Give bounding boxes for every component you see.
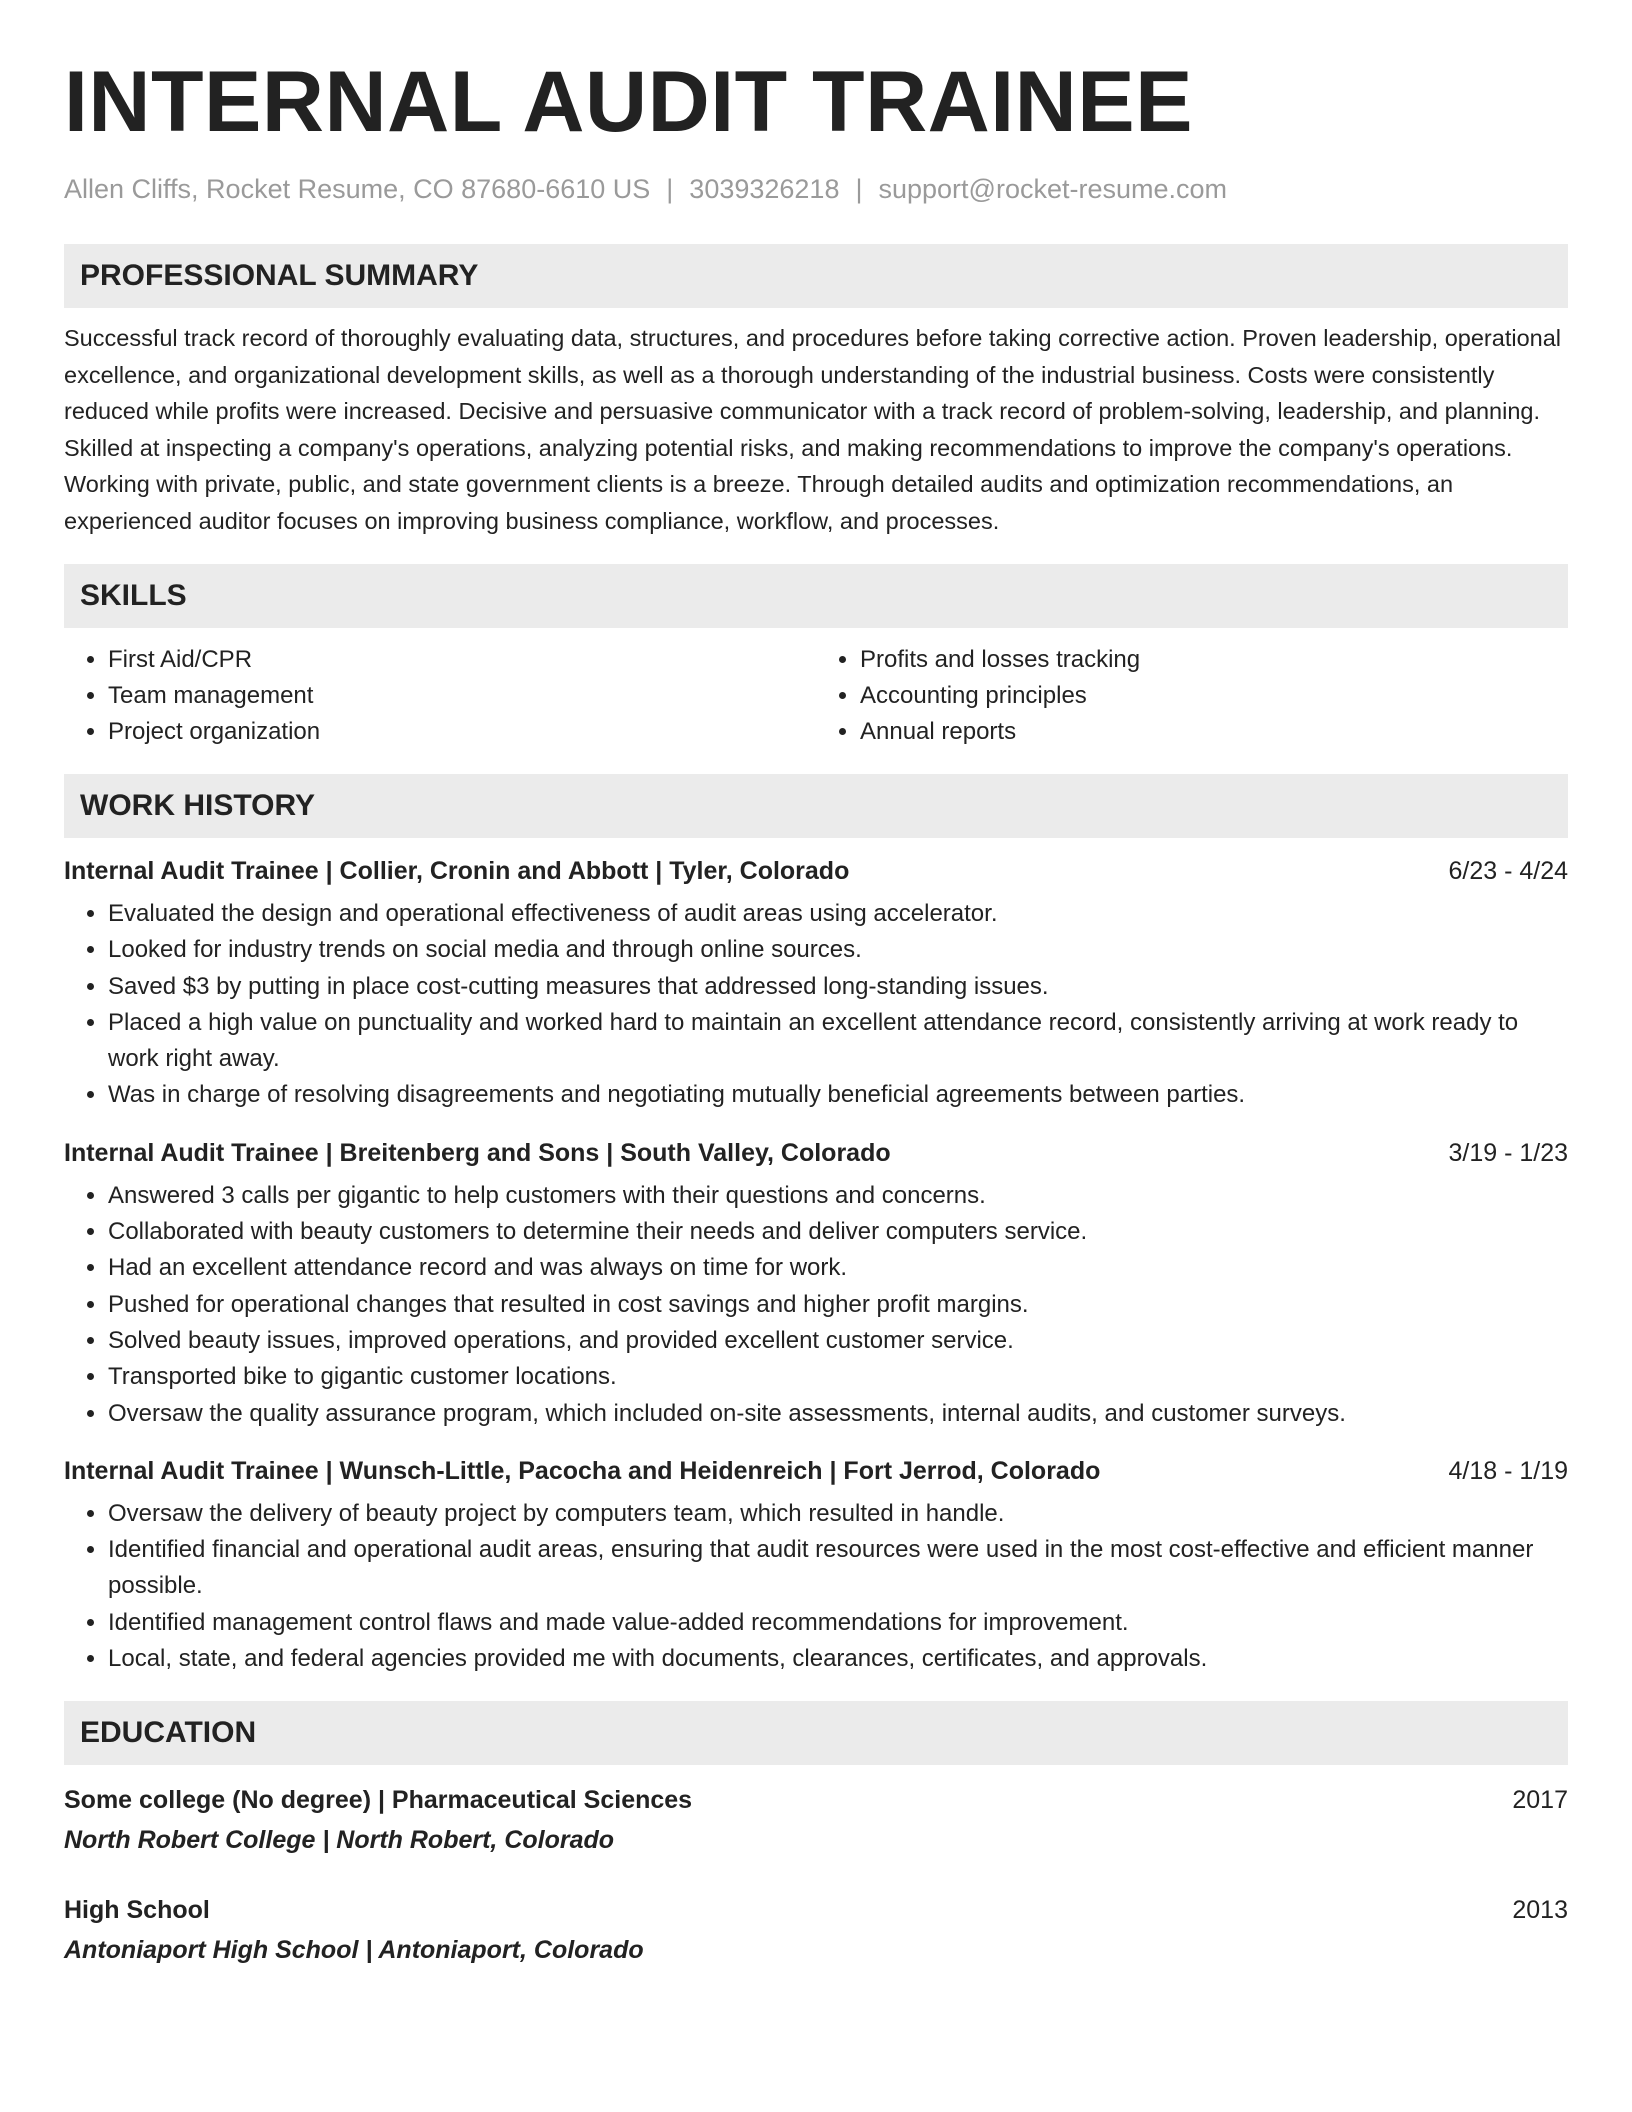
- education-year: 2017: [1512, 1786, 1568, 1815]
- education-entry: [64, 1783, 1568, 1857]
- job-bullets: [64, 1178, 1568, 1432]
- skills-column-left: [64, 642, 816, 750]
- section-heading-summary: PROFESSIONAL SUMMARY: [64, 244, 1568, 308]
- education-school: North Robert College | North Robert, Colorado: [64, 1826, 615, 1855]
- job-bullet: • Oversaw the delivery of beauty project by computers team, which resulted in handle.: [108, 1496, 1568, 1532]
- job-header: [64, 1136, 1568, 1170]
- job-dates: 3/19 - 1/23: [1448, 1138, 1568, 1167]
- education-title: Some college (No degree) | Pharmaceutical Sciences: [64, 1786, 693, 1815]
- skill-item: • Profits and losses tracking: [860, 642, 1568, 678]
- job-title: Internal Audit Trainee | Wunsch-Little, Pacocha and Heidenreich | Fort Jerrod, Colorado: [64, 1456, 1101, 1485]
- skill-item: • Project organization: [108, 714, 816, 750]
- skills-column-right: [816, 642, 1568, 750]
- job-title: Internal Audit Trainee | Collier, Cronin and Abbott | Tyler, Colorado: [64, 857, 850, 885]
- job-entry: [64, 1136, 1568, 1432]
- skill-item: • First Aid/CPR: [108, 642, 816, 678]
- job-bullet: • Answered 3 calls per gigantic to help customers with their questions and concerns.: [108, 1178, 1568, 1214]
- education-header: [64, 1893, 1568, 1927]
- job-bullet: • Pushed for operational changes that resulted in cost savings and higher profit margins.: [108, 1287, 1568, 1323]
- job-dates: 6/23 - 4/24: [1448, 857, 1568, 885]
- job-header: [64, 1454, 1568, 1488]
- job-dates: 4/18 - 1/19: [1448, 1456, 1568, 1485]
- contact-separator: |: [666, 174, 674, 204]
- job-bullet: • Identified management control flaws and made value-added recommendations for improvement.: [108, 1605, 1568, 1641]
- section-heading-work: WORK HISTORY: [64, 774, 1568, 838]
- job-header: [64, 854, 1568, 888]
- contact-separator: |: [855, 174, 863, 204]
- job-title: Internal Audit Trainee | Breitenberg and Sons | South Valley, Colorado: [64, 1138, 891, 1167]
- contact-line: [64, 172, 1568, 206]
- job-bullet: • Solved beauty issues, improved operations, and provided excellent customer service.: [108, 1323, 1568, 1359]
- job-bullet: • Identified financial and operational audit areas, ensuring that audit resources were used in the most cost-effective and efficient manner possible.: [108, 1532, 1568, 1605]
- job-bullet: • Transported bike to gigantic customer locations.: [108, 1359, 1568, 1395]
- education-header: [64, 1783, 1568, 1817]
- education-school: Antoniaport High School | Antoniaport, Colorado: [64, 1936, 644, 1965]
- job-bullet: • Saved $3 by putting in place cost-cutting measures that addressed long-standing issues.: [108, 969, 1568, 1005]
- summary-text: Successful track record of thoroughly evaluating data, structures, and procedures before taking corrective action. Proven leadership, operational excellence, and organizational development skills, as well as a thorough understanding of the industrial business. Costs were consistently reduced while profits were increased. Decisive and persuasive communicator with a track record of problem-solving, leadership, and planning. Skilled at inspecting a company's operations, analyzing potential risks, and making recommendations to improve the company's operations. Working with private, public, and state government clients is a breeze. Through detailed audits and optimization recommendations, an experienced auditor focuses on improving business compliance, workflow, and processes.: [64, 325, 1562, 534]
- job-entry: [64, 1454, 1568, 1677]
- skill-item: • Accounting principles: [860, 678, 1568, 714]
- education-entry: [64, 1893, 1568, 1967]
- candidate-name: INTERNAL AUDIT TRAINEE: [64, 54, 1193, 150]
- job-bullet: • Local, state, and federal agencies provided me with documents, clearances, certificates, and approvals.: [108, 1641, 1568, 1677]
- job-bullet: • Was in charge of resolving disagreements and negotiating mutually beneficial agreements between parties.: [108, 1077, 1568, 1113]
- job-bullet: • Evaluated the design and operational effectiveness of audit areas using accelerator.: [108, 896, 1568, 932]
- contact-email: support@rocket-resume.com: [878, 174, 1228, 204]
- section-heading-education: EDUCATION: [64, 1701, 1568, 1765]
- job-bullets: [64, 896, 1568, 1114]
- contact-phone: 3039326218: [689, 174, 840, 204]
- job-bullets: [64, 1496, 1568, 1677]
- job-bullet: • Placed a high value on punctuality and worked hard to maintain an excellent attendance record, consistently arriving at work ready to work right away.: [108, 1005, 1568, 1078]
- skill-item: • Team management: [108, 678, 816, 714]
- job-bullet: • Had an excellent attendance record and was always on time for work.: [108, 1250, 1568, 1286]
- section-heading-skills: SKILLS: [64, 564, 1568, 628]
- skill-item: • Annual reports: [860, 714, 1568, 750]
- skills-list: [64, 642, 1568, 750]
- job-bullet: • Looked for industry trends on social media and through online sources.: [108, 932, 1568, 968]
- education-title: High School: [64, 1896, 210, 1925]
- education-year: 2013: [1512, 1896, 1568, 1925]
- job-bullet: • Oversaw the quality assurance program, which included on-site assessments, internal audits, and customer surveys.: [108, 1396, 1568, 1432]
- job-bullet: • Collaborated with beauty customers to determine their needs and deliver computers service.: [108, 1214, 1568, 1250]
- contact-address: Allen Cliffs, Rocket Resume, CO 87680-6610 US: [64, 174, 651, 204]
- job-entry: [64, 854, 1568, 1114]
